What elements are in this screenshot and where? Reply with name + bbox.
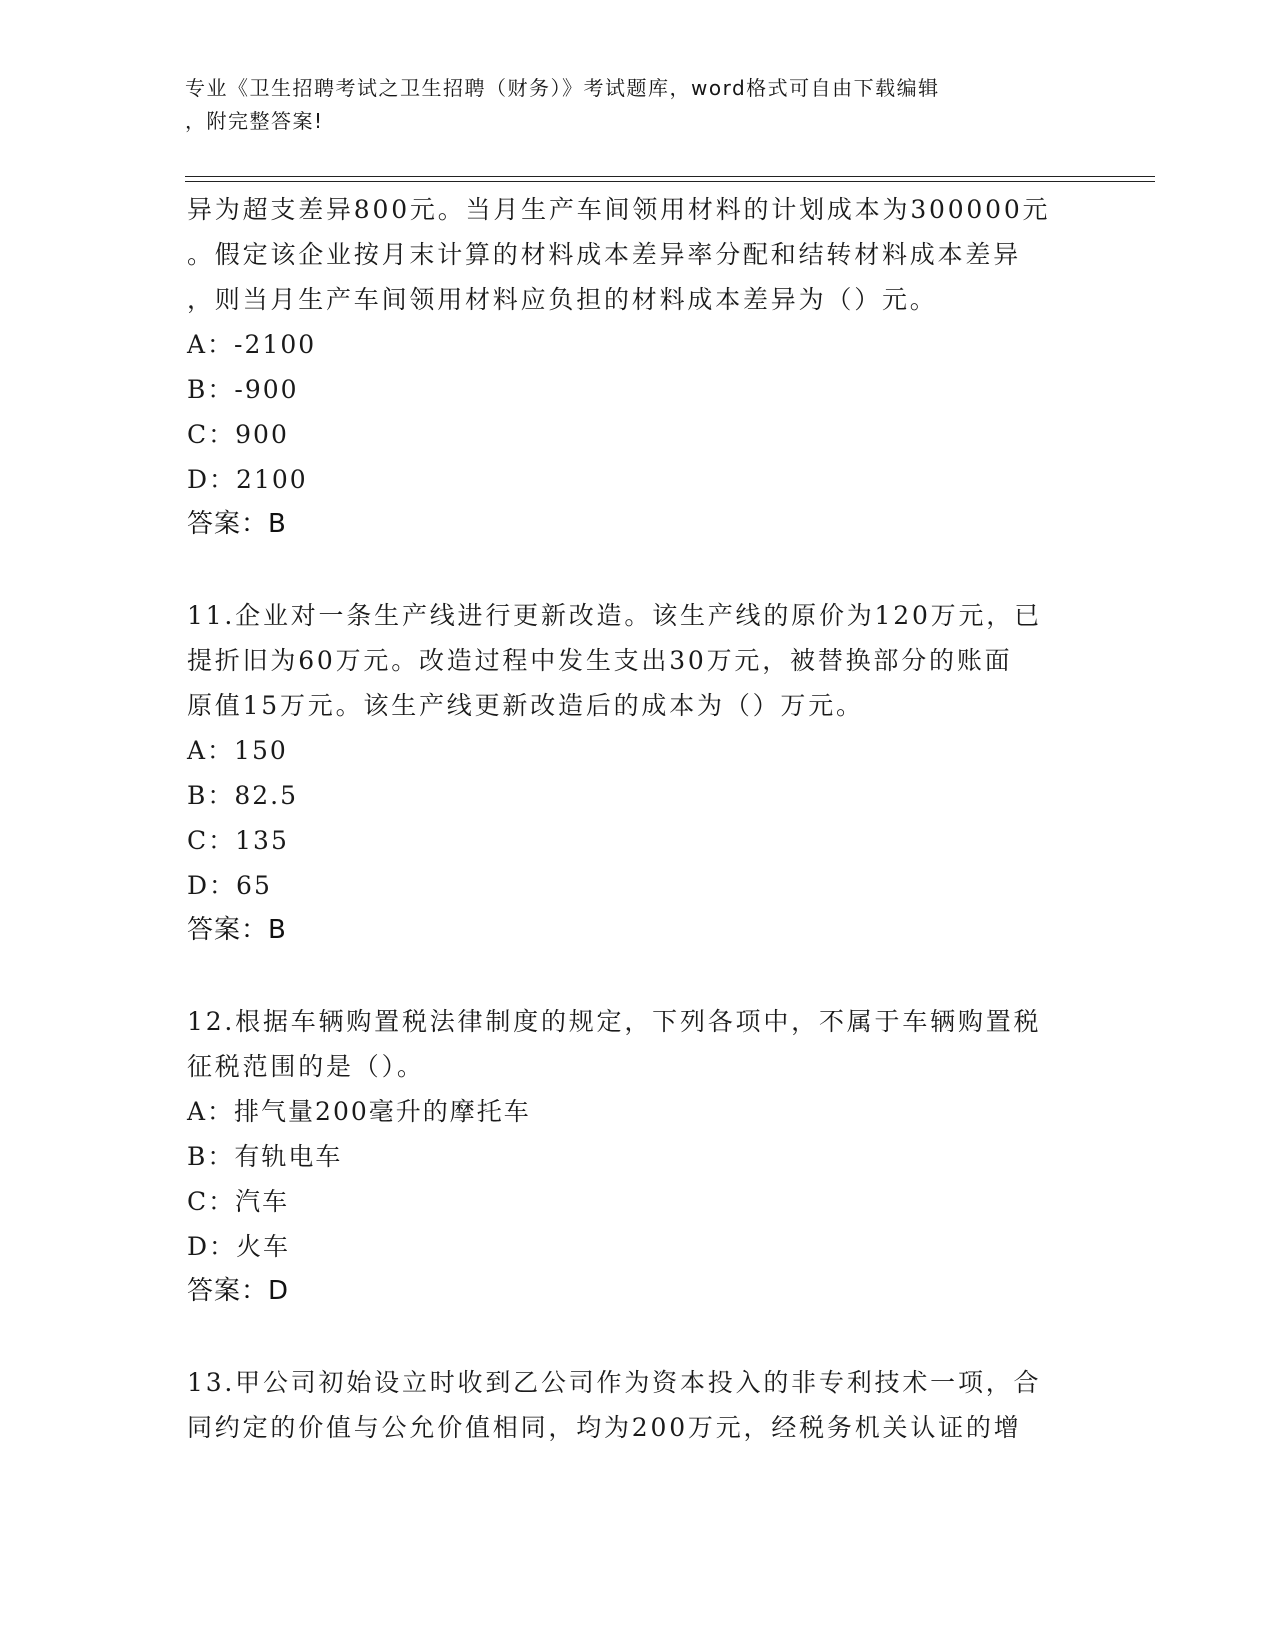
option-c: C：135 [187, 826, 289, 855]
option-b: B：82.5 [187, 781, 299, 810]
option-d: D：火车 [187, 1232, 291, 1261]
option-b: B：有轨电车 [187, 1142, 343, 1171]
option-d: D：2100 [187, 465, 308, 494]
question-block-13 [187, 1360, 1087, 1450]
question-text-line: 13.甲公司初始设立时收到乙公司作为资本投入的非专利技术一项，合 [187, 1368, 1042, 1397]
question-text-line: 同约定的价值与公允价值相同，均为200万元，经税务机关认证的增 [187, 1413, 1022, 1442]
question-spacer [187, 953, 1087, 999]
header-divider-bottom [185, 181, 1155, 182]
question-content [187, 187, 1087, 1450]
option-a: A：150 [187, 736, 288, 765]
option-d: D：65 [187, 871, 272, 900]
header-divider-top [185, 176, 1155, 177]
question-text-line: 异为超支差异800元。当月生产车间领用材料的计划成本为300000元 [187, 195, 1051, 224]
option-c: C：汽车 [187, 1187, 290, 1216]
header-line-2: ，附完整答案! [185, 109, 324, 133]
answer-line: 答案：B [187, 509, 287, 539]
question-text-line: 提折旧为60万元。改造过程中发生支出30万元，被替换部分的账面 [187, 646, 1013, 675]
option-c: C：900 [187, 420, 289, 449]
page-header [185, 72, 1065, 138]
question-text-line: 。假定该企业按月末计算的材料成本差异率分配和结转材料成本差异 [187, 240, 1022, 269]
question-text-line: 11.企业对一条生产线进行更新改造。该生产线的原价为120万元，已 [187, 601, 1042, 630]
answer-line: 答案：D [187, 1276, 290, 1306]
option-b: B：-900 [187, 375, 299, 404]
question-block-11 [187, 593, 1087, 953]
question-text-line: 原值15万元。该生产线更新改造后的成本为（）万元。 [187, 691, 864, 720]
option-a: A：-2100 [187, 330, 317, 359]
question-spacer [187, 1314, 1087, 1360]
question-text-line: 12.根据车辆购置税法律制度的规定，下列各项中，不属于车辆购置税 [187, 1007, 1042, 1036]
question-text-line: 征税范围的是（）。 [187, 1052, 425, 1081]
header-line-1: 专业《卫生招聘考试之卫生招聘（财务）》考试题库，word格式可自由下载编辑 [185, 76, 940, 100]
question-spacer [187, 547, 1087, 593]
answer-line: 答案：B [187, 915, 287, 945]
question-block-10 [187, 187, 1087, 547]
question-block-12 [187, 999, 1087, 1314]
question-text-line: ，则当月生产车间领用材料应负担的材料成本差异为（）元。 [187, 285, 938, 314]
option-a: A：排气量200毫升的摩托车 [187, 1097, 531, 1126]
